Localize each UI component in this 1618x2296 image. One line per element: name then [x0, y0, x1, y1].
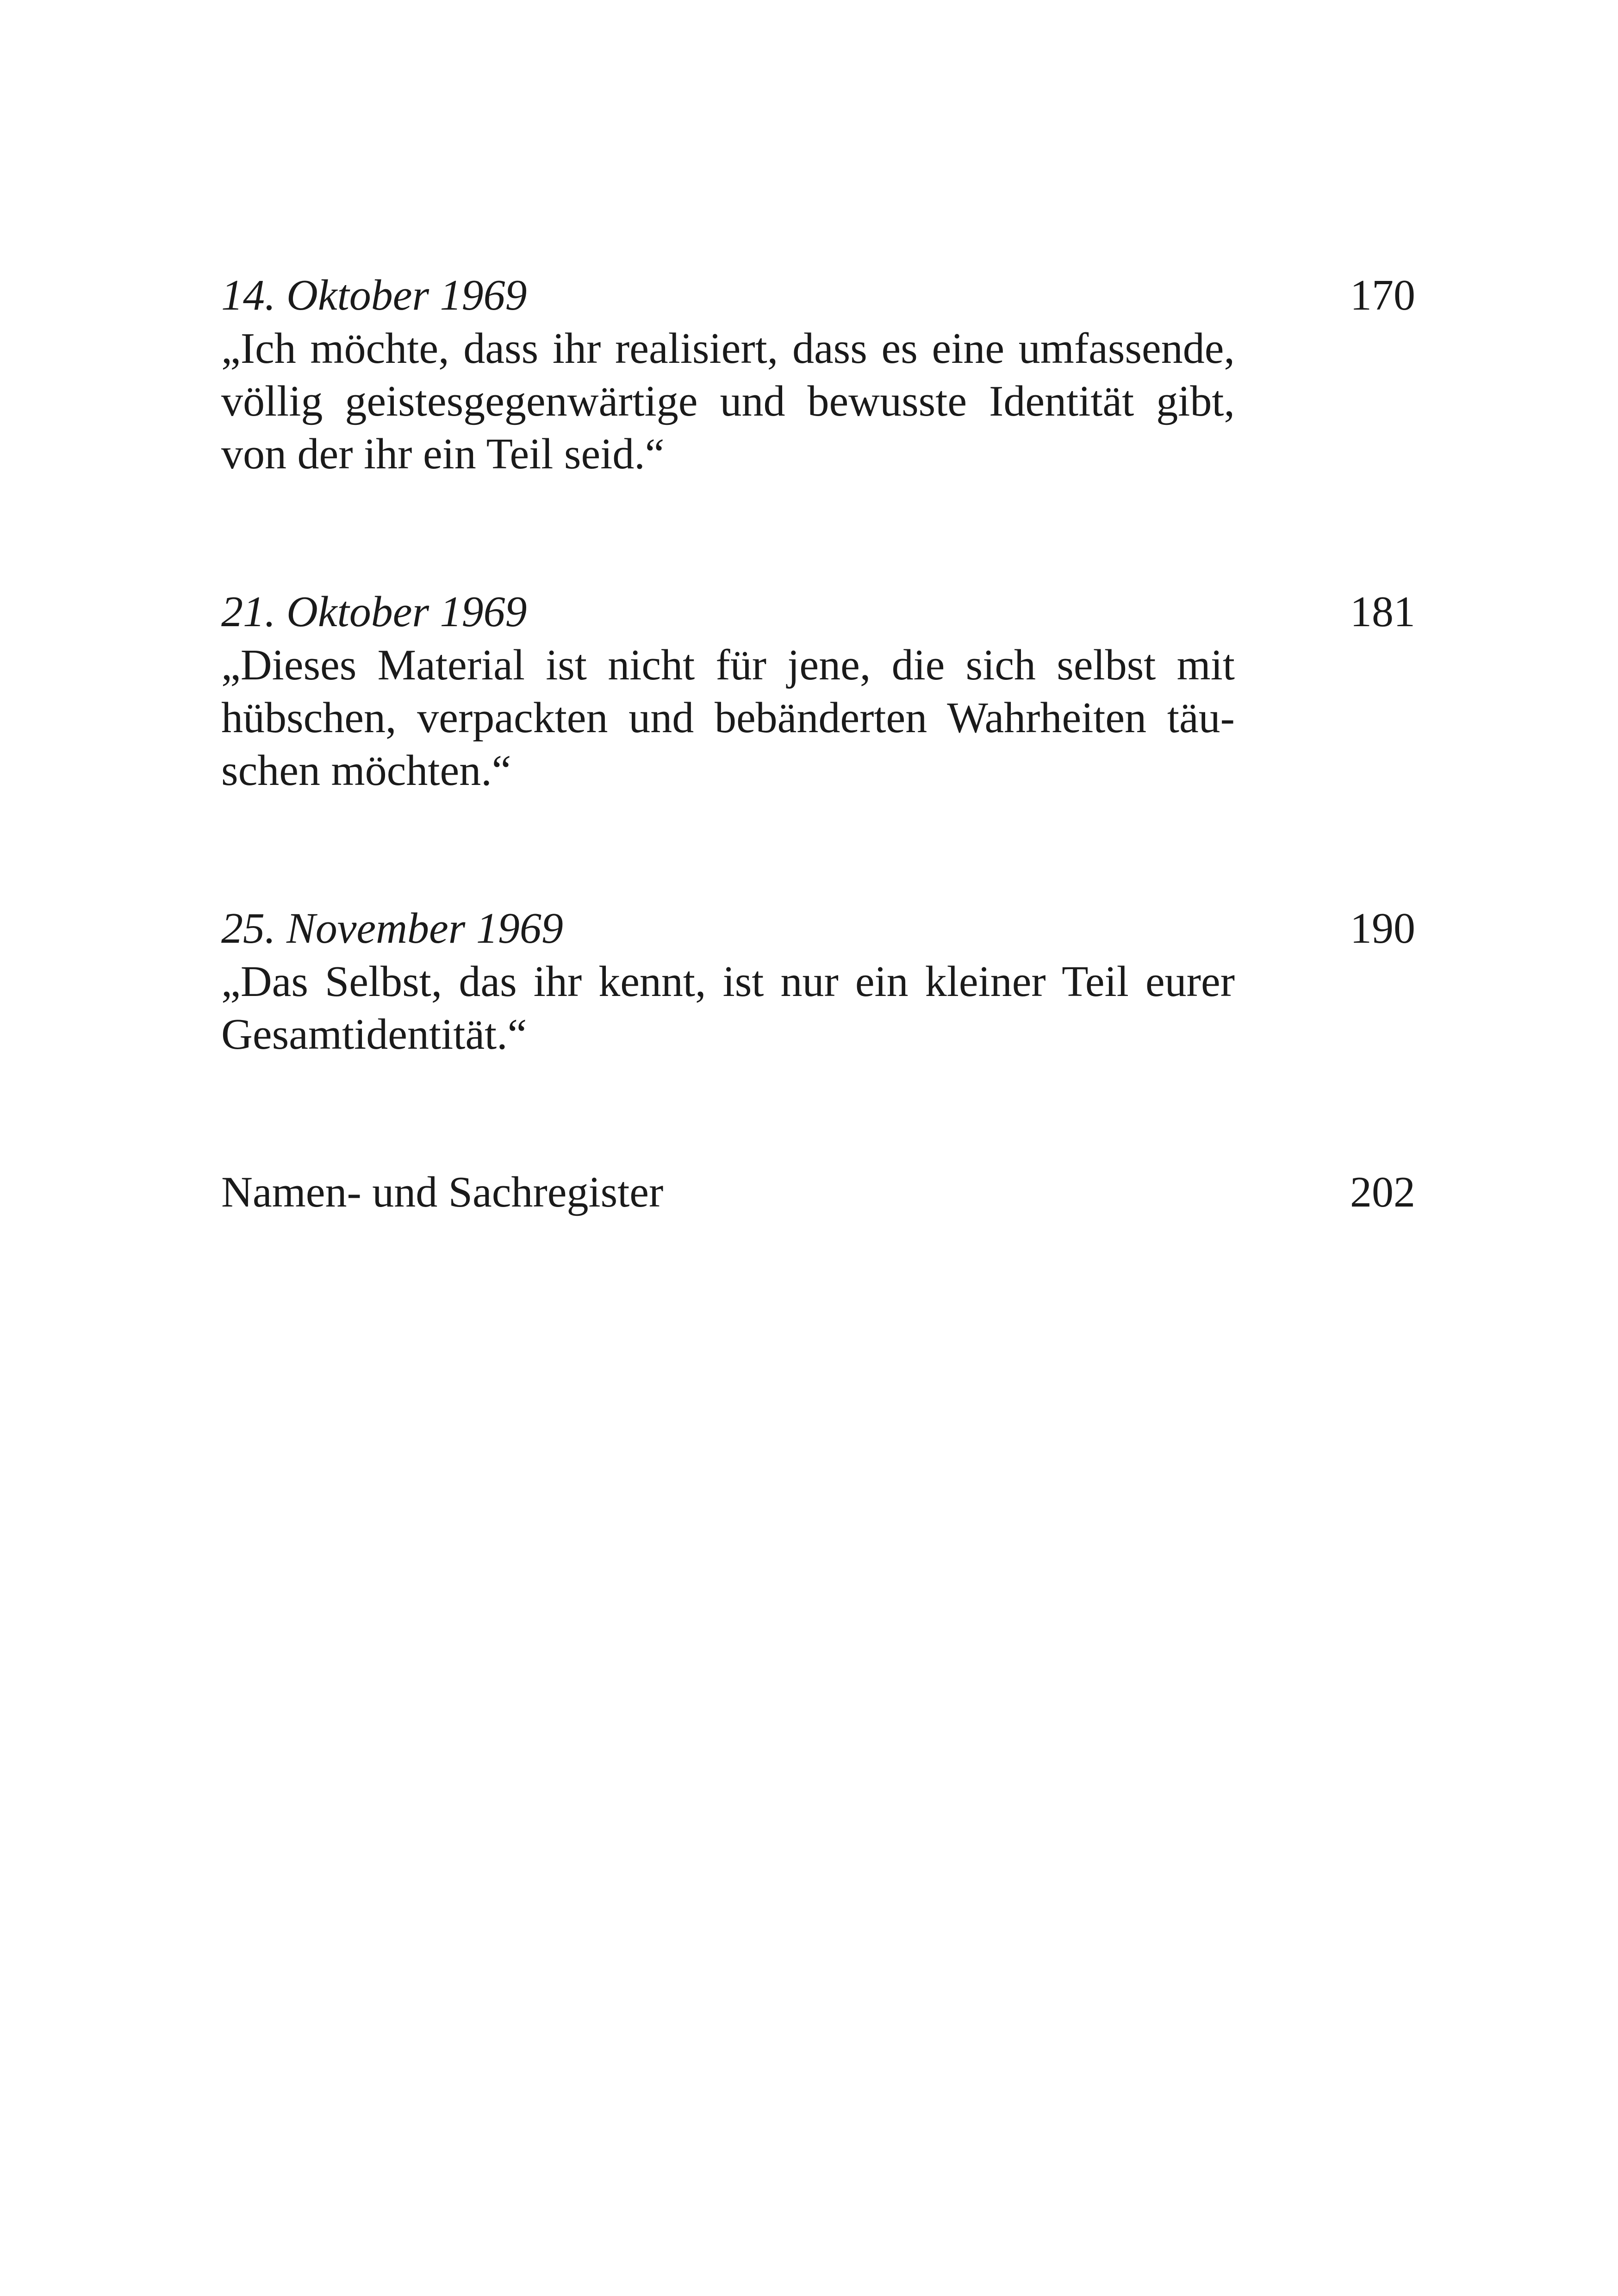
quote-line: „Das Selbst, das ihr kennt, ist nur ein kleiner Teil eurer	[221, 958, 1235, 1006]
toc-index-entry	[221, 1165, 1415, 1219]
entry-quote	[221, 639, 1235, 797]
toc-entry-header	[221, 268, 1415, 322]
toc-entry	[221, 585, 1415, 797]
entry-page-number: 170	[1350, 271, 1415, 319]
quote-line: völlig geistesgegenwärtige und bewusste Identität gibt,	[221, 377, 1235, 425]
entry-quote	[221, 322, 1235, 480]
toc-entry-header	[221, 585, 1415, 639]
entry-page-number: 181	[1350, 588, 1415, 636]
index-label: Namen- und Sachregister	[221, 1168, 664, 1216]
quote-line: schen möchten.“	[221, 747, 511, 795]
quote-line: von der ihr ein Teil seid.“	[221, 430, 665, 478]
quote-line: hübschen, verpackten und bebänderten Wahrheiten täu-	[221, 694, 1235, 742]
quote-line: „Dieses Material ist nicht für jene, die sich selbst mit	[221, 641, 1235, 689]
entry-quote	[221, 955, 1235, 1061]
toc-entry	[221, 268, 1415, 480]
index-page-number: 202	[1350, 1168, 1415, 1216]
quote-line: Gesamtidentität.“	[221, 1010, 527, 1058]
quote-line: „Ich möchte, dass ihr realisiert, dass es eine umfassende,	[221, 324, 1235, 373]
entry-date: 21. Oktober 1969	[221, 588, 527, 636]
toc-entry-header	[221, 902, 1415, 955]
toc-entry	[221, 902, 1415, 1061]
table-of-contents	[221, 268, 1415, 1219]
entry-date: 14. Oktober 1969	[221, 271, 527, 319]
entry-page-number: 190	[1350, 904, 1415, 952]
entry-date: 25. November 1969	[221, 904, 563, 952]
